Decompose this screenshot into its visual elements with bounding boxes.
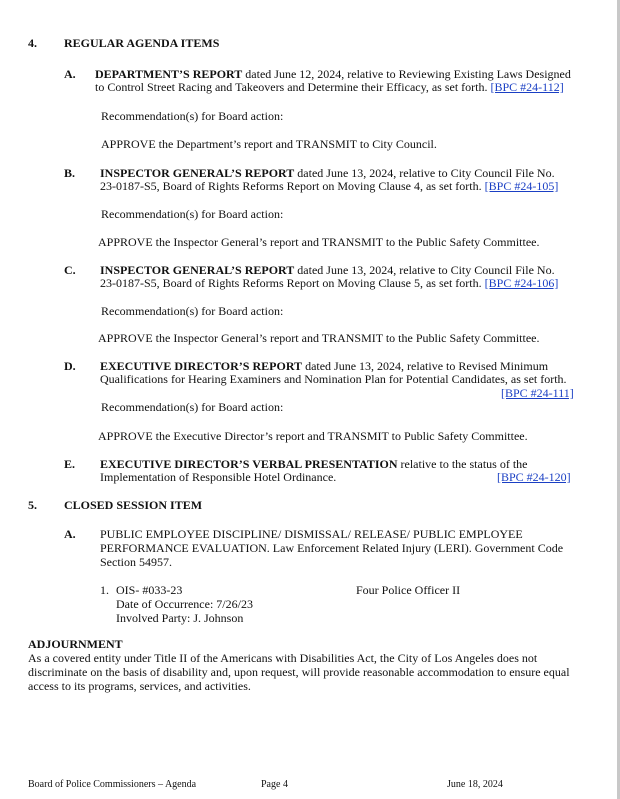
item-a-text: dated June 12, 2024, relative to Reviewing Existing Laws Designed xyxy=(242,67,571,81)
item-d-action: APPROVE the Executive Director’s report and TRANSMIT to Public Safety Committee. xyxy=(98,429,528,443)
closed-item-a-line1: PUBLIC EMPLOYEE DISCIPLINE/ DISMISSAL/ RELEASE/ PUBLIC EMPLOYEE xyxy=(100,527,523,541)
item-a-rec-label: Recommendation(s) for Board action: xyxy=(101,109,284,123)
closed-item-a-letter: A. xyxy=(64,527,76,541)
item-b-letter: B. xyxy=(64,166,76,180)
item-a-line2 xyxy=(95,80,564,95)
item-e-text: relative to the status of the xyxy=(397,457,528,471)
item-a-ref-link[interactable]: [BPC #24-112] xyxy=(490,80,564,94)
item-b-line2-text: 23-0187-S5, Board of Rights Reforms Report on Moving Clause 4, as set forth. xyxy=(100,179,482,193)
item-e-heading: EXECUTIVE DIRECTOR’S VERBAL PRESENTATION xyxy=(100,457,398,471)
item-d-ref-link[interactable]: [BPC #24-111] xyxy=(501,386,574,400)
closed-item-a-line3: Section 54957. xyxy=(100,555,172,569)
item-c-line2-text: 23-0187-S5, Board of Rights Reforms Report on Moving Clause 5, as set forth. xyxy=(100,276,482,290)
adjournment-title: ADJOURNMENT xyxy=(28,637,123,651)
item-b-line2 xyxy=(100,179,558,194)
item-b-rec-label: Recommendation(s) for Board action: xyxy=(101,207,284,221)
case-officers: Four Police Officer II xyxy=(356,583,461,597)
item-c-rec-label: Recommendation(s) for Board action: xyxy=(101,304,284,318)
section-5-title: CLOSED SESSION ITEM xyxy=(64,498,203,512)
item-d-line2: Qualifications for Hearing Examiners and Nomination Plan for Potential Candidates, as set forth. xyxy=(100,372,567,386)
case-number: 1. xyxy=(100,583,109,597)
item-a-letter: A. xyxy=(64,67,76,81)
item-e-line2: Implementation of Responsible Hotel Ordinance. xyxy=(100,470,337,484)
item-c-heading: INSPECTOR GENERAL’S REPORT xyxy=(100,263,295,277)
item-e-ref-link[interactable]: [BPC #24-120] xyxy=(497,470,571,484)
item-d-rec-label: Recommendation(s) for Board action: xyxy=(101,400,284,414)
section-4-number: 4. xyxy=(28,36,37,50)
case-id: OIS- #033-23 xyxy=(116,583,183,597)
item-a-line2-text: to Control Street Racing and Takeovers and Determine their Efficacy, as set forth. xyxy=(95,80,488,94)
section-5-number: 5. xyxy=(28,498,37,512)
adjournment-line-2: discriminate on the basis of disability and, upon request, will provide reasonable accommodation to ensure equal xyxy=(28,665,570,679)
closed-item-a-line2: PERFORMANCE EVALUATION. Law Enforcement Related Injury (LERI). Government Code xyxy=(100,541,564,555)
item-c-letter: C. xyxy=(64,263,76,277)
footer-page-number: Page 4 xyxy=(261,779,288,790)
adjournment-line-3: access to its programs, services, and activities. xyxy=(28,679,251,693)
item-e-letter: E. xyxy=(64,457,76,471)
item-d-heading: EXECUTIVE DIRECTOR’S REPORT xyxy=(100,359,303,373)
item-b-heading: INSPECTOR GENERAL’S REPORT xyxy=(100,166,295,180)
item-c-action: APPROVE the Inspector General’s report and TRANSMIT to the Public Safety Committee. xyxy=(98,331,540,345)
item-c-ref-link[interactable]: [BPC #24-106] xyxy=(484,276,559,290)
footer-date: June 18, 2024 xyxy=(447,779,503,790)
item-b-text: dated June 13, 2024, relative to City Council File No. xyxy=(294,166,555,180)
item-d-text: dated June 13, 2024, relative to Revised Minimum xyxy=(302,359,549,373)
item-d-letter: D. xyxy=(64,359,76,373)
item-b-ref-link[interactable]: [BPC #24-105] xyxy=(484,179,559,193)
section-4-title: REGULAR AGENDA ITEMS xyxy=(64,36,220,50)
footer-left: Board of Police Commissioners – Agenda xyxy=(28,779,197,790)
item-b-action: APPROVE the Inspector General’s report and TRANSMIT to the Public Safety Committee. xyxy=(98,235,540,249)
item-a-action: APPROVE the Department’s report and TRANSMIT to City Council. xyxy=(101,137,437,151)
adjournment-line-1: As a covered entity under Title II of the Americans with Disabilities Act, the City of Los Angeles does not xyxy=(28,651,538,665)
case-date: Date of Occurrence: 7/26/23 xyxy=(116,597,253,611)
case-party: Involved Party: J. Johnson xyxy=(116,611,244,625)
item-c-line2 xyxy=(100,276,558,291)
item-a-heading: DEPARTMENT’S REPORT xyxy=(95,67,243,81)
item-c-text: dated June 13, 2024, relative to City Council File No. xyxy=(294,263,555,277)
